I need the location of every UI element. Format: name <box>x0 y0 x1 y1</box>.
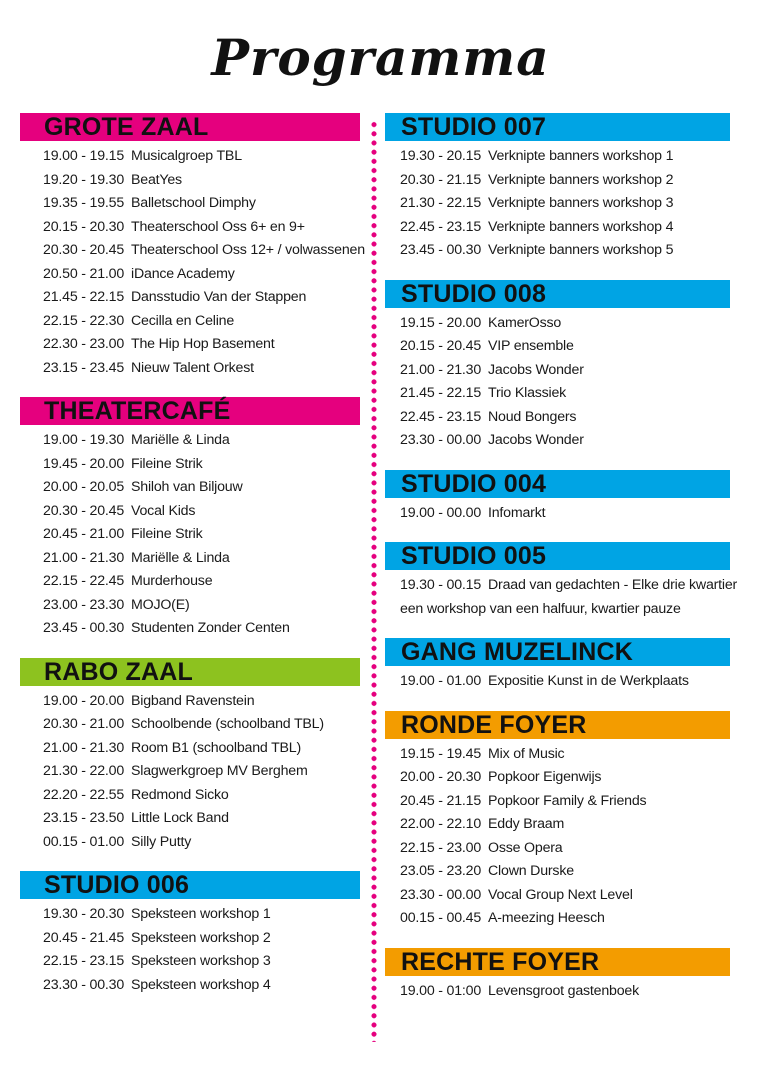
act-name: Shiloh van Biljouw <box>131 479 243 495</box>
time-slot: 23.30 - 00.00 <box>400 886 482 903</box>
time-slot: 20.45 - 21.00 <box>43 526 125 542</box>
time-slot: 19.15 - 20.00 <box>400 314 482 331</box>
time-slot: 21.00 - 21.30 <box>43 739 125 756</box>
schedule-row <box>43 927 360 951</box>
act-name: VIP ensemble <box>488 338 574 354</box>
act-name: Speksteen workshop 2 <box>131 929 271 946</box>
act-name: Silly Putty <box>131 833 192 850</box>
schedule-list <box>20 899 360 997</box>
act-name: Verknipte banners workshop 3 <box>488 195 674 211</box>
time-slot: 23.15 - 23.45 <box>43 359 125 376</box>
act-name: Nieuw Talent Orkest <box>131 359 254 376</box>
act-name: BeatYes <box>131 171 182 188</box>
act-name: Redmond Sicko <box>131 786 229 803</box>
act-name: Mix of Music <box>488 745 565 762</box>
act-name: Verknipte banners workshop 1 <box>488 148 674 164</box>
act-name: Eddy Braam <box>488 816 565 832</box>
section-header: RONDE FOYER <box>385 711 730 739</box>
page-title: Programma <box>211 28 550 87</box>
time-slot: 22.00 - 22.10 <box>400 816 482 832</box>
act-name: Verknipte banners workshop 2 <box>488 171 674 188</box>
schedule-row <box>43 476 360 500</box>
schedule-row <box>43 713 360 737</box>
act-name: Schoolbende (schoolband TBL) <box>131 716 324 732</box>
act-name: A-meezing Heesch <box>488 910 605 926</box>
time-slot: 19.30 - 00.15 <box>400 577 482 593</box>
schedule-row <box>400 239 730 263</box>
act-name: Verknipte banners workshop 4 <box>488 218 674 235</box>
schedule-row <box>43 617 360 641</box>
act-name: Draad van gedachten - Elke drie kwartier <box>488 577 738 593</box>
schedule-row <box>400 169 730 193</box>
schedule-row <box>43 737 360 761</box>
act-name: Clown Durske <box>488 863 574 879</box>
act-name: Jacobs Wonder <box>488 361 584 378</box>
dotted-divider <box>371 120 377 1042</box>
time-slot: 19.00 - 20.00 <box>43 692 125 709</box>
act-name: Fileine Strik <box>131 526 203 542</box>
schedule-row <box>43 145 360 169</box>
act-name: Speksteen workshop 1 <box>131 906 271 922</box>
time-slot: 23.05 - 23.20 <box>400 863 482 879</box>
schedule-row <box>400 743 730 767</box>
time-slot: 19.00 - 19.30 <box>43 432 125 448</box>
time-slot: 19.20 - 19.30 <box>43 171 125 188</box>
schedule-row <box>43 690 360 714</box>
time-slot: 22.15 - 23.00 <box>400 839 482 856</box>
act-name: Studenten Zonder Centen <box>131 620 290 636</box>
act-name: Vocal Group Next Level <box>488 886 633 903</box>
time-slot: 19.45 - 20.00 <box>43 455 125 472</box>
act-name: MOJO(E) <box>131 596 190 613</box>
section-header: THEATERCAFÉ <box>20 397 360 425</box>
schedule-row <box>400 406 730 430</box>
time-slot: 19.00 - 01:00 <box>400 982 482 999</box>
time-slot: 21.30 - 22.00 <box>43 763 125 779</box>
schedule-list <box>385 739 730 931</box>
schedule-row <box>400 382 730 406</box>
time-slot: 23.00 - 23.30 <box>43 596 125 613</box>
section-header: STUDIO 005 <box>385 542 730 570</box>
act-name: Verknipte banners workshop 5 <box>488 242 674 258</box>
time-slot: 22.30 - 23.00 <box>43 336 125 352</box>
time-slot: 22.15 - 23.15 <box>43 953 125 969</box>
time-slot: 20.30 - 20.45 <box>43 242 125 258</box>
act-name: Musicalgroep TBL <box>131 148 242 164</box>
schedule-list <box>385 666 730 694</box>
schedule-row <box>43 169 360 193</box>
schedule-row <box>400 907 730 931</box>
time-slot: 20.30 - 21.15 <box>400 171 482 188</box>
schedule-row <box>400 145 730 169</box>
act-name: Infomarkt <box>488 504 546 521</box>
schedule-row <box>43 357 360 381</box>
act-name: Popkoor Family & Friends <box>488 792 647 809</box>
act-name: Balletschool Dimphy <box>131 195 256 211</box>
section-header: STUDIO 007 <box>385 113 730 141</box>
schedule-list <box>20 425 360 641</box>
schedule-row <box>43 239 365 263</box>
act-name: Murderhouse <box>131 573 213 589</box>
schedule-row <box>43 807 360 831</box>
section-header: STUDIO 004 <box>385 470 730 498</box>
section-studio-008 <box>385 280 730 453</box>
act-name: Speksteen workshop 4 <box>131 976 271 993</box>
time-slot: 19.00 - 00.00 <box>400 504 482 521</box>
section-header: STUDIO 006 <box>20 871 360 899</box>
schedule-row <box>400 790 730 814</box>
schedule-row <box>43 784 360 808</box>
schedule-row <box>400 335 730 359</box>
act-name: Jacobs Wonder <box>488 432 584 448</box>
act-name: Trio Klassiek <box>488 385 567 401</box>
time-slot: 22.20 - 22.55 <box>43 786 125 803</box>
schedule-row <box>43 903 360 927</box>
time-slot: 22.45 - 23.15 <box>400 218 482 235</box>
schedule-row <box>400 837 730 861</box>
schedule-list <box>385 570 738 621</box>
act-name: Room B1 (schoolband TBL) <box>131 739 302 756</box>
schedule-row <box>400 502 730 526</box>
schedule-row <box>43 429 360 453</box>
schedule-list <box>385 976 730 1004</box>
time-slot: 20.15 - 20.30 <box>43 218 125 235</box>
section-rechte-foyer <box>385 948 730 1004</box>
time-slot: 23.30 - 00.00 <box>400 432 482 448</box>
schedule-row <box>400 359 730 383</box>
act-name: The Hip Hop Basement <box>131 336 275 352</box>
time-slot: 21.30 - 22.15 <box>400 195 482 211</box>
act-name: Theaterschool Oss 12+ / volwassenen <box>131 242 365 258</box>
act-name: Bigband Ravenstein <box>131 692 255 709</box>
time-slot: 20.50 - 21.00 <box>43 265 125 282</box>
time-slot: 23.45 - 00.30 <box>43 620 125 636</box>
schedule-row <box>400 860 730 884</box>
act-name: Vocal Kids <box>131 502 196 519</box>
schedule-row <box>400 813 730 837</box>
act-name: Slagwerkgroep MV Berghem <box>131 763 308 779</box>
act-name: Cecilla en Celine <box>131 312 235 329</box>
act-name: Mariëlle & Linda <box>131 432 230 448</box>
schedule-row <box>43 500 360 524</box>
time-slot: 20.30 - 20.45 <box>43 502 125 519</box>
section-theatercafe <box>20 397 360 641</box>
schedule-row <box>43 453 360 477</box>
schedule-row <box>400 574 738 598</box>
right-column <box>385 113 738 1020</box>
act-name: Noud Bongers <box>488 408 577 425</box>
schedule-list <box>385 141 730 263</box>
time-slot: 23.30 - 00.30 <box>43 976 125 993</box>
section-studio-007 <box>385 113 730 263</box>
time-slot: 19.30 - 20.15 <box>400 148 482 164</box>
section-rabo-zaal <box>20 658 360 855</box>
time-slot: 19.35 - 19.55 <box>43 195 125 211</box>
act-name: Popkoor Eigenwijs <box>488 769 602 785</box>
time-slot: 20.45 - 21.45 <box>43 929 125 946</box>
section-studio-005 <box>385 542 738 621</box>
time-slot: 20.00 - 20.05 <box>43 479 125 495</box>
schedule-row <box>43 216 360 240</box>
schedule-row <box>43 831 360 855</box>
schedule-row <box>43 570 360 594</box>
act-name: Dansstudio Van der Stappen <box>131 289 307 305</box>
schedule-row <box>43 310 360 334</box>
schedule-row <box>43 523 360 547</box>
time-slot: 19.15 - 19.45 <box>400 745 482 762</box>
act-name: Little Lock Band <box>131 810 229 826</box>
time-slot: 21.00 - 21.30 <box>400 361 482 378</box>
time-slot: 19.00 - 01.00 <box>400 673 482 689</box>
schedule-row <box>43 760 360 784</box>
schedule-list <box>385 498 730 526</box>
schedule-row <box>400 216 730 240</box>
time-slot: 19.30 - 20.30 <box>43 906 125 922</box>
section-studio-006 <box>20 871 360 997</box>
schedule-row <box>43 594 360 618</box>
schedule-list <box>385 308 730 453</box>
schedule-row <box>43 333 360 357</box>
time-slot: 21.45 - 22.15 <box>400 385 482 401</box>
schedule-list <box>20 141 365 380</box>
act-name: Levensgroot gastenboek <box>488 982 639 999</box>
time-slot: 20.00 - 20.30 <box>400 769 482 785</box>
time-slot: 23.45 - 00.30 <box>400 242 482 258</box>
time-slot: 22.45 - 23.15 <box>400 408 482 425</box>
section-header: GANG MUZELINCK <box>385 638 730 666</box>
act-name: Osse Opera <box>488 839 563 856</box>
schedule-row <box>400 429 730 453</box>
schedule-row <box>43 286 360 310</box>
schedule-row <box>400 766 730 790</box>
act-name: Fileine Strik <box>131 455 203 472</box>
time-slot: 21.45 - 22.15 <box>43 289 125 305</box>
schedule-row <box>43 263 360 287</box>
section-header: RABO ZAAL <box>20 658 360 686</box>
schedule-row <box>43 950 360 974</box>
time-slot: 21.00 - 21.30 <box>43 549 125 566</box>
act-name: iDance Academy <box>131 265 235 282</box>
time-slot: 00.15 - 01.00 <box>43 833 125 850</box>
schedule-row <box>43 974 360 998</box>
section-grote-zaal <box>20 113 365 380</box>
act-name: Theaterschool Oss 6+ en 9+ <box>131 218 305 235</box>
time-slot: 22.15 - 22.30 <box>43 312 125 329</box>
schedule-row <box>400 884 730 908</box>
time-slot: 22.15 - 22.45 <box>43 573 125 589</box>
section-header: STUDIO 008 <box>385 280 730 308</box>
section-ronde-foyer <box>385 711 730 931</box>
time-slot: 19.00 - 19.15 <box>43 148 125 164</box>
time-slot: 00.15 - 00.45 <box>400 910 482 926</box>
schedule-row-continuation: een workshop van een halfuur, kwartier pauze <box>400 600 681 617</box>
schedule-row <box>43 547 360 571</box>
time-slot: 20.15 - 20.45 <box>400 338 482 354</box>
act-name: Expositie Kunst in de Werkplaats <box>488 673 689 689</box>
schedule-row <box>400 312 730 336</box>
act-name: Mariëlle & Linda <box>131 549 230 566</box>
section-studio-004 <box>385 470 730 526</box>
section-header: GROTE ZAAL <box>20 113 360 141</box>
left-column <box>20 113 365 1014</box>
schedule-row <box>400 670 730 694</box>
schedule-row <box>400 980 730 1004</box>
time-slot: 20.30 - 21.00 <box>43 716 125 732</box>
act-name: KamerOsso <box>488 314 562 331</box>
act-name: Speksteen workshop 3 <box>131 953 271 969</box>
time-slot: 20.45 - 21.15 <box>400 792 482 809</box>
schedule-list <box>20 686 360 855</box>
time-slot: 23.15 - 23.50 <box>43 810 125 826</box>
section-gang-muzelinck <box>385 638 730 694</box>
schedule-row <box>400 192 730 216</box>
schedule-row <box>43 192 360 216</box>
section-header: RECHTE FOYER <box>385 948 730 976</box>
